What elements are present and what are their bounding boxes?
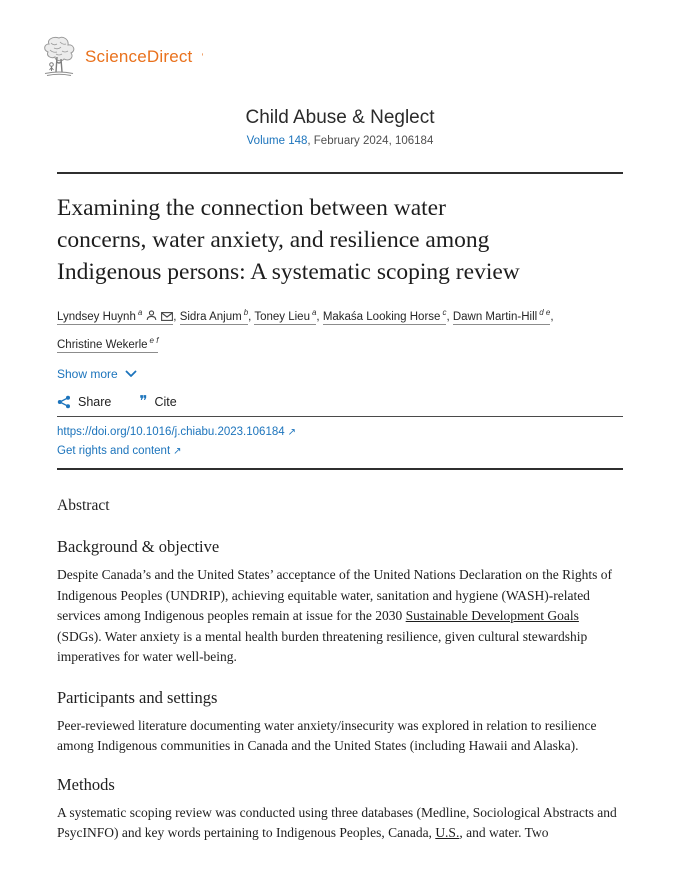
author-separator: , <box>173 311 180 323</box>
doi-link[interactable]: https://doi.org/10.1016/j.chiabu.2023.106184 <box>57 426 285 438</box>
author-name: Makaśa Looking Horse <box>322 311 441 323</box>
chevron-down-icon <box>125 370 137 378</box>
external-link-icon: ↗ <box>287 427 297 438</box>
author-separator: , <box>248 311 255 323</box>
sciencedirect-logo[interactable] <box>42 36 203 78</box>
author-affiliation-sup: b <box>243 308 249 317</box>
email-icon <box>161 312 173 321</box>
sciencedirect-wordmark: ScienceDirect <box>85 47 193 66</box>
cite-button[interactable] <box>139 395 176 409</box>
author-separator: , <box>446 311 453 323</box>
author-name: Sidra Anjum <box>179 311 242 323</box>
paragraph-text: , and water. Two <box>459 825 549 840</box>
methods-heading: Methods <box>57 774 115 794</box>
journal-title-link[interactable]: Child Abuse & Neglect <box>245 107 435 128</box>
volume-link[interactable]: Volume 148 <box>246 135 308 147</box>
author-lyndsey-huynh[interactable] <box>57 308 173 325</box>
author-list <box>57 301 623 357</box>
paragraph-text: Despite Canada’s and the United States’ acceptance of the United Nations Declaration on the Rights of Indigenous Peoples (UNDRIP), achieving equitable water, sanitation and hygiene (WASH)-related services among Indigenous peoples remain at issue for the 2030 <box>57 567 612 623</box>
paragraph-text: (SDGs). Water anxiety is a mental health burden threatening resilience, given cultural stewardship imperatives for water well-being. <box>57 628 588 664</box>
author-christine-wekerle[interactable] <box>57 336 159 353</box>
author-makasa-looking-horse[interactable] <box>322 308 447 325</box>
share-cite-row <box>57 395 623 409</box>
methods-paragraph <box>57 803 623 844</box>
share-button[interactable] <box>57 395 111 409</box>
author-separator: , <box>550 311 554 323</box>
participants-paragraph: Peer-reviewed literature documenting water anxiety/insecurity was explored in relation to resilience among Indigenous communities in Canada and the United States (including Hawaii and Alaska). <box>57 717 597 753</box>
background-heading: Background & objective <box>57 537 220 556</box>
author-dawn-martin-hill[interactable] <box>452 308 551 325</box>
share-label: Share <box>78 395 112 409</box>
person-icon <box>146 310 157 321</box>
share-icon <box>57 395 71 409</box>
trademark-mark: ’ <box>201 52 204 62</box>
show-more-button[interactable] <box>57 367 137 381</box>
rights-and-content-link[interactable]: Get rights and content <box>57 445 171 457</box>
author-affiliation-sup: c <box>442 308 447 317</box>
author-toney-lieu[interactable] <box>254 308 317 325</box>
abstract-heading: Abstract <box>57 497 110 514</box>
author-name: Dawn Martin-Hill <box>452 311 538 323</box>
show-more-label: Show more <box>57 367 118 381</box>
author-name: Christine Wekerle <box>57 339 148 351</box>
paragraph-text: A systematic scoping review was conducted using three databases (Medline, Sociological Abstracts and PsycINFO) and key words pertaining to Indigenous Peoples, Canada, <box>57 804 617 840</box>
author-affiliation-sup: a <box>311 308 317 317</box>
author-sidra-anjum[interactable] <box>179 308 249 325</box>
meta-divider <box>57 468 623 470</box>
quote-icon: ❞ <box>139 393 148 410</box>
author-separator: , <box>316 311 323 323</box>
cite-label: Cite <box>154 395 177 409</box>
header-divider <box>57 172 623 174</box>
sdg-link[interactable]: Sustainable Development Goals <box>405 608 579 623</box>
author-affiliation-sup: a <box>137 308 143 317</box>
title-line-3: Indigenous persons: A systematic scoping review <box>57 259 520 285</box>
elsevier-tree-icon <box>42 36 76 78</box>
author-affiliation-sup: e f <box>149 336 159 345</box>
background-paragraph <box>57 565 623 668</box>
volume-issue-line <box>57 134 623 148</box>
author-name: Toney Lieu <box>254 311 310 323</box>
author-affiliation-sup: d e <box>539 308 551 317</box>
author-name: Lyndsey Huynh <box>57 311 136 323</box>
title-line-2: concerns, water anxiety, and resilience among <box>57 227 490 253</box>
us-link[interactable]: U.S. <box>435 825 460 840</box>
article-title <box>57 192 623 288</box>
actions-divider <box>57 416 623 417</box>
issue-info: , February 2024, 106184 <box>307 135 434 147</box>
external-link-icon: ↗ <box>173 446 182 457</box>
participants-heading: Participants and settings <box>57 687 218 707</box>
title-line-1: Examining the connection between water <box>57 195 446 221</box>
